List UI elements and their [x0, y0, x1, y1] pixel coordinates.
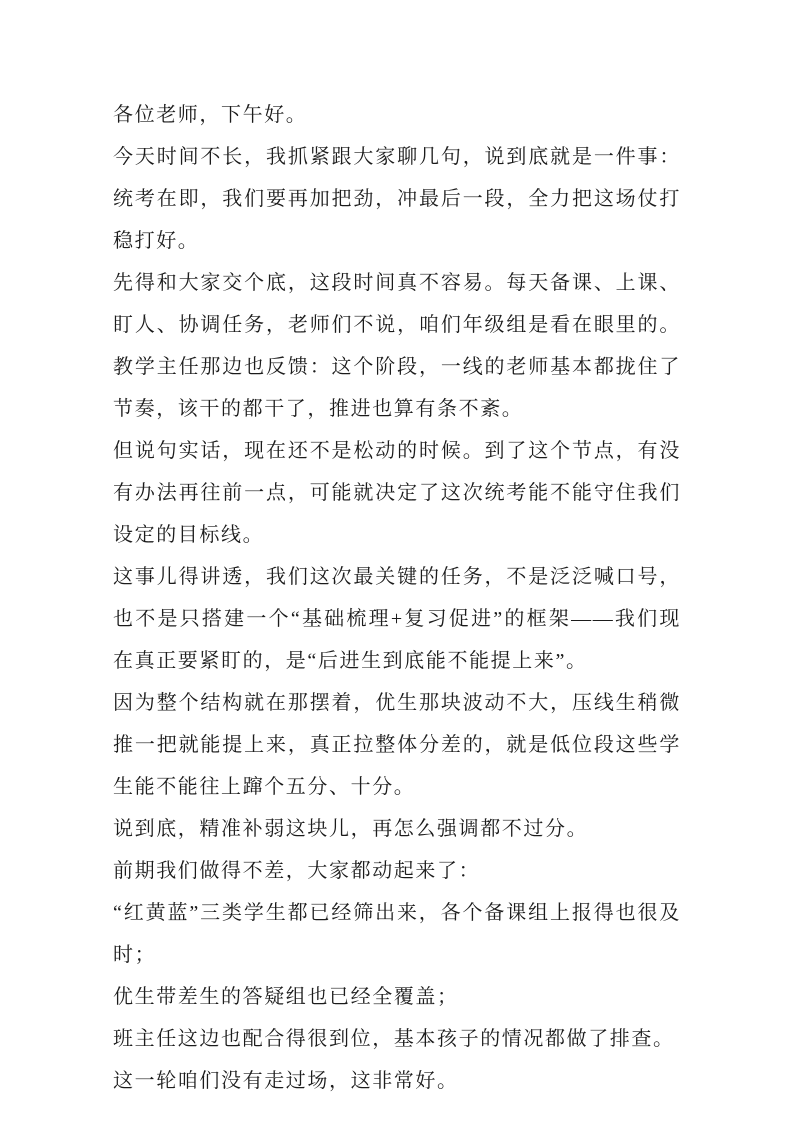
paragraph: 说到底，精准补弱这块儿，再怎么强调都不过分。	[113, 818, 589, 840]
paragraph: 前期我们做得不差，大家都动起来了：	[113, 860, 481, 882]
paragraph: “红黄蓝”三类学生都已经筛出来，各个备课组上报得也很及时；	[113, 902, 681, 966]
document-body	[113, 94, 681, 1102]
paragraph: 班主任这边也配合得很到位，基本孩子的情况都做了排查。	[113, 1028, 675, 1050]
paragraph: 因为整个结构就在那摆着，优生那块波动不大，压线生稍微推一把就能提上来，真正拉整体分差的，就是低位段这些学生能不能往上蹿个五分、十分。	[113, 692, 681, 798]
paragraph: 今天时间不长，我抓紧跟大家聊几句，说到底就是一件事：统考在即，我们要再加把劲，冲最后一段，全力把这场仗打稳打好。	[113, 146, 681, 252]
paragraph: 先得和大家交个底，这段时间真不容易。每天备课、上课、盯人、协调任务，老师们不说，咱们年级组是看在眼里的。教学主任那边也反馈：这个阶段，一线的老师基本都拢住了节奏，该干的都干了，推进也算有条不紊。	[113, 272, 681, 420]
paragraph: 优生带差生的答疑组也已经全覆盖；	[113, 986, 459, 1008]
paragraph: 这事儿得讲透，我们这次最关键的任务，不是泛泛喊口号，也不是只搭建一个“基础梳理+复习促进”的框架——我们现在真正要紧盯的，是“后进生到底能不能提上来”。	[113, 566, 681, 672]
paragraph: 各位老师，下午好。	[113, 104, 308, 126]
paragraph: 这一轮咱们没有走过场，这非常好。	[113, 1070, 459, 1092]
paragraph: 但说句实话，现在还不是松动的时候。到了这个节点，有没有办法再往前一点，可能就决定了这次统考能不能守住我们设定的目标线。	[113, 440, 681, 546]
